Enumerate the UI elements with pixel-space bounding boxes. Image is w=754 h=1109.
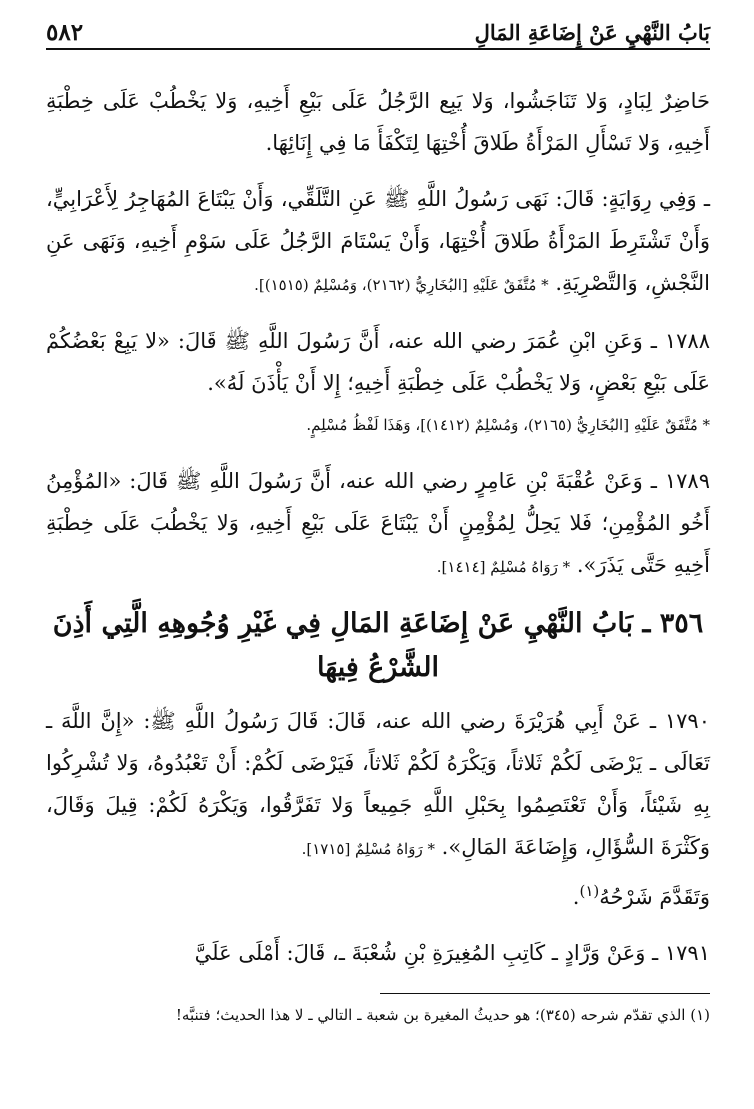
hadith-text: ١٧٩١ ـ وَعَنْ وَرَّادٍ ـ كَاتِبِ المُغِيرَةِ بْنِ شُعْبَةَ ـ، قَالَ: أَمْلَى عَلَيَّ	[194, 941, 710, 965]
hadith-body: ١٧٨٩ ـ وَعَنْ عُقْبَةَ بْنِ عَامِرٍ رضي الله عنه، أَنَّ رَسُولَ اللَّهِ ﷺ قَالَ: «المُؤْمِنُ أَخُو المُؤْمِنِ؛ فَلا يَحِلُّ لِمُؤْمِنٍ أَنْ يَبْتَاعَ عَلَى بَيْعِ أَخِيهِ، وَلا يَخْطُبَ عَلَى خِطْبَةِ أَخِيهِ حَتَّى يَذَرَ».	[46, 469, 710, 577]
footnote-reference: (١)	[579, 882, 600, 900]
paragraph-text: حَاضِرٌ لِبَادٍ، وَلا تَنَاجَشُوا، وَلا يَبِع الرَّجُلُ عَلَى بَيْعِ أَخِيهِ، وَلا يَخْطُبْ عَلَى خِطْبَةِ أَخِيهِ، وَلا تَسْأَلِ المَرْأَةُ طَلاقَ أُخْتِهَا لِتَكْفَأَ مَا فِي إِنَائِهَا.	[46, 89, 710, 155]
chapter-heading: ٣٥٦ ـ بَابُ النَّهْيِ عَنْ إِضَاعَةِ المَالِ فِي غَيْرِ وُجُوهِهِ الَّتِي أَذِنَ الشَّرْعُ فِيهَا	[52, 608, 704, 683]
footnote: (١) الذي تقدّم شرحه (٣٤٥)؛ هو حديثُ المغيرة بن شعبة ـ التالي ـ لا هذا الحديث؛ فتنبَّه!	[175, 1006, 710, 1024]
hadith-1791	[46, 932, 710, 974]
hadith-note: وَتَقَدَّمَ شَرْحُهُ$^{(١)}$.	[572, 882, 710, 909]
paragraph-text	[46, 178, 710, 306]
citation: * رَوَاهُ مُسْلِمٌ [١٤١٤].	[436, 558, 571, 576]
citation: * مُتَّفَقٌ عَلَيْهِ [البُخَارِيُّ (٢١٦٢)، وَمُسْلِمٌ (١٥١٥)].	[254, 276, 549, 294]
page-header	[46, 16, 710, 50]
hadith-1788	[46, 320, 710, 446]
running-title: بَابُ النَّهْيِ عَنْ إِضَاعَةِ المَالِ	[474, 19, 710, 45]
page-number: ٥٨٢	[46, 18, 84, 46]
hadith-body: ١٧٩٠ ـ عَنْ أَبِي هُرَيْرَةَ رضي الله عنه، قَالَ: قَالَ رَسُولُ اللَّهِ ﷺ: «إِنَّ اللَّهَ ـ تَعَالَى ـ يَرْضَى لَكُمْ ثَلاثاً، وَيَكْرَهُ لَكُمْ ثَلاثاً، فَيَرْضَى لَكُمْ: أَنْ تَعْبُدُوهُ، وَلا تُشْرِكُوا بِهِ شَيْئاً، وَأَنْ تَعْتَصِمُوا بِحَبْلِ اللَّهِ جَمِيعاً وَلا تَفَرَّقُوا، وَيَكْرَهُ لَكُمْ: قِيلَ وَقَالَ، وَكَثْرَةَ السُّؤَالِ، وَإِضَاعَةَ المَالِ».	[46, 709, 710, 859]
paragraph-riwaya	[46, 178, 710, 306]
footnote-divider	[380, 993, 710, 994]
page-content	[46, 80, 710, 988]
hadith-text: ١٧٨٨ ـ وَعَنِ ابْنِ عُمَرَ رضي الله عنه، أَنَّ رَسُولَ اللَّهِ ﷺ قَالَ: «لا يَبِعْ بَعْضُكُمْ عَلَى بَيْعِ بَعْضٍ، وَلا يَخْطُبْ عَلَى خِطْبَةِ أَخِيهِ؛ إِلا أَنْ يَأْذَنَ لَهُ».	[46, 329, 710, 395]
hadith-1789	[46, 460, 710, 588]
book-page	[46, 0, 710, 1109]
note-text: وَتَقَدَّمَ شَرْحُهُ	[599, 885, 710, 909]
riwaya-text: ـ وَفِي رِوَايَةٍ: قَالَ: نَهَى رَسُولُ اللَّهِ ﷺ عَنِ التَّلَقِّي، وَأَنْ يَبْتَاعَ المُهَاجِرُ لِأَعْرَابِيٍّ، وَأَنْ تَشْتَرِطَ المَرْأَةُ طَلاقَ أُخْتِهَا، وَأَنْ يَسْتَامَ الرَّجُلُ عَلَى سَوْمِ أَخِيهِ، وَنَهَى عَنِ النَّجْشِ، وَالتَّصْرِيَةِ.	[46, 187, 710, 295]
hadith-1790	[46, 700, 710, 918]
hadith-text	[46, 460, 710, 588]
hadith-text	[46, 700, 710, 870]
citation: * مُتَّفَقٌ عَلَيْهِ [البُخَارِيُّ (٢١٦٥)، وَمُسْلِمٌ (١٤١٢)]، وَهَذَا لَفْظُ مُسْلِمٍ.	[306, 416, 710, 434]
paragraph-continuation	[46, 80, 710, 164]
citation: * رَوَاهُ مُسْلِمٌ [١٧١٥].	[301, 840, 435, 858]
